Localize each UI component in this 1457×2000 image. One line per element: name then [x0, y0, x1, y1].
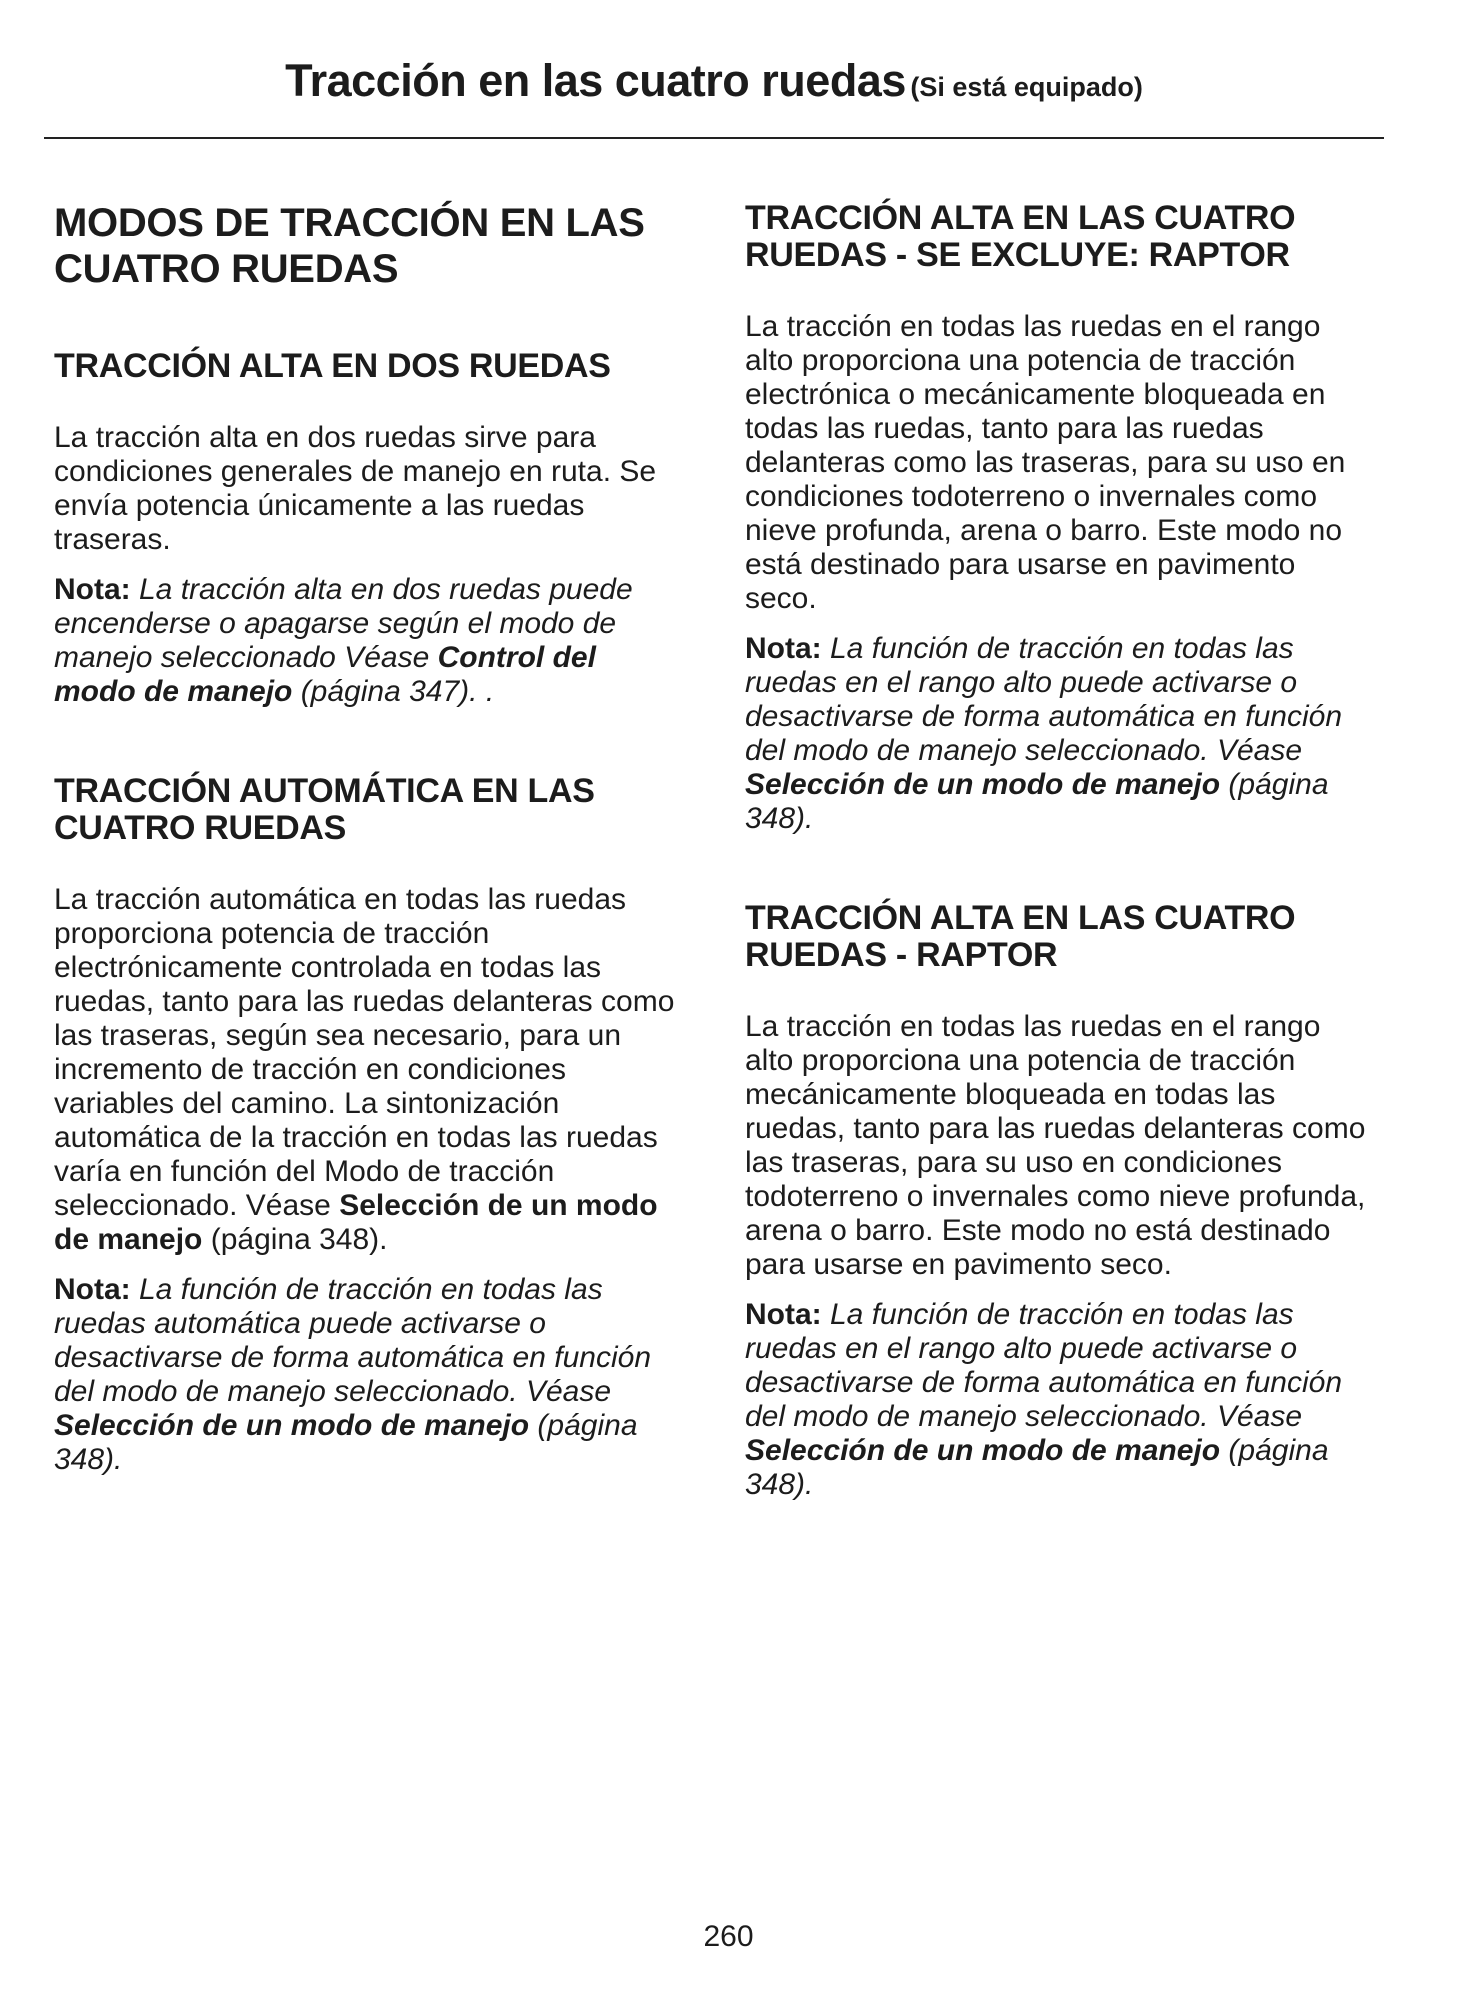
section-heading: TRACCIÓN AUTOMÁTICA EN LAS CUATRO RUEDAS	[54, 772, 595, 847]
section-auto-four-wheel	[54, 773, 684, 1477]
page-header	[44, 55, 1384, 106]
note	[745, 1298, 1375, 1502]
header-divider	[44, 137, 1384, 139]
section-four-wheel-high-raptor	[745, 900, 1375, 1502]
cross-reference-link[interactable]: Selección de un modo de manejo	[54, 1189, 658, 1256]
note-page-ref: (página 348).	[54, 1409, 638, 1476]
left-column	[54, 200, 684, 1493]
section-two-wheel-high	[54, 348, 684, 709]
note	[54, 573, 684, 709]
section-body: La tracción en todas las ruedas en el rango alto proporciona una potencia de tracción mecánicamente bloqueada en todas las ruedas, tanto para las ruedas delanteras como las traseras, para su uso en condiciones todoterreno o invernales como nieve profunda, arena o barro. Este modo no está destinado para usarse en pavimento seco.	[745, 1010, 1366, 1281]
section-four-wheel-high-excl-raptor	[745, 200, 1375, 836]
note	[54, 1273, 684, 1477]
cross-reference-link[interactable]: Control del modo de manejo	[54, 641, 596, 708]
body-text: La tracción automática en todas las ruedas proporciona potencia de tracción electrónicamente controlada en todas las ruedas, tanto para las ruedas delanteras como las traseras, según sea necesario, para un incremento de tracción en condiciones variables del camino. La sintonización automática de la tracción en todas las ruedas varía en función del Modo de tracción seleccionado. Véase	[54, 883, 675, 1222]
note	[745, 632, 1375, 836]
cross-reference-link[interactable]: Selección de un modo de manejo	[54, 1409, 530, 1442]
section-heading: TRACCIÓN ALTA EN LAS CUATRO RUEDAS - RAPTOR	[745, 899, 1296, 974]
note-page-ref: (página 348).	[745, 768, 1329, 835]
note-text: La función de tracción en todas las ruedas en el rango alto puede activarse o desactivarse de forma automática en función del modo de manejo seleccionado. Véase	[745, 1298, 1342, 1433]
section-body: La tracción en todas las ruedas en el rango alto proporciona una potencia de tracción electrónica o mecánicamente bloqueada en todas las ruedas, tanto para las ruedas delanteras como las traseras, para su uso en condiciones todoterreno o invernales como nieve profunda, arena o barro. Este modo no está destinado para usarse en pavimento seco.	[745, 310, 1346, 615]
note-label: Nota:	[54, 573, 131, 606]
note-page-ref: (página 348).	[745, 1434, 1329, 1501]
note-text: La función de tracción en todas las ruedas automática puede activarse o desactivarse de forma automática en función del modo de manejo seleccionado. Véase	[54, 1273, 651, 1408]
section-body: La tracción alta en dos ruedas sirve para condiciones generales de manejo en ruta. Se envía potencia únicamente a las ruedas traseras.	[54, 421, 657, 556]
note-label: Nota:	[745, 1298, 822, 1331]
section-body	[54, 883, 684, 1257]
section-heading: TRACCIÓN ALTA EN LAS CUATRO RUEDAS - SE EXCLUYE: RAPTOR	[745, 199, 1296, 274]
note-text: La tracción alta en dos ruedas puede encenderse o apagarse según el modo de manejo seleccionado Véase	[54, 573, 633, 674]
section-heading: TRACCIÓN ALTA EN DOS RUEDAS	[54, 347, 611, 385]
body-page-ref: (página 348).	[202, 1223, 388, 1256]
cross-reference-link[interactable]: Selección de un modo de manejo	[745, 1434, 1221, 1467]
note-label: Nota:	[745, 632, 822, 665]
main-heading: MODOS DE TRACCIÓN EN LAS CUATRO RUEDAS	[54, 201, 645, 291]
note-label: Nota:	[54, 1273, 131, 1306]
cross-reference-link[interactable]: Selección de un modo de manejo	[745, 768, 1221, 801]
page-title-qualifier: (Si está equipado)	[910, 72, 1143, 102]
page-number: 260	[703, 1920, 754, 1953]
page-title: Tracción en las cuatro ruedas	[285, 55, 906, 106]
note-text: La función de tracción en todas las ruedas en el rango alto puede activarse o desactivarse de forma automática en función del modo de manejo seleccionado. Véase	[745, 632, 1342, 767]
note-page-ref: (página 347). .	[292, 675, 495, 708]
right-column	[745, 200, 1375, 1518]
